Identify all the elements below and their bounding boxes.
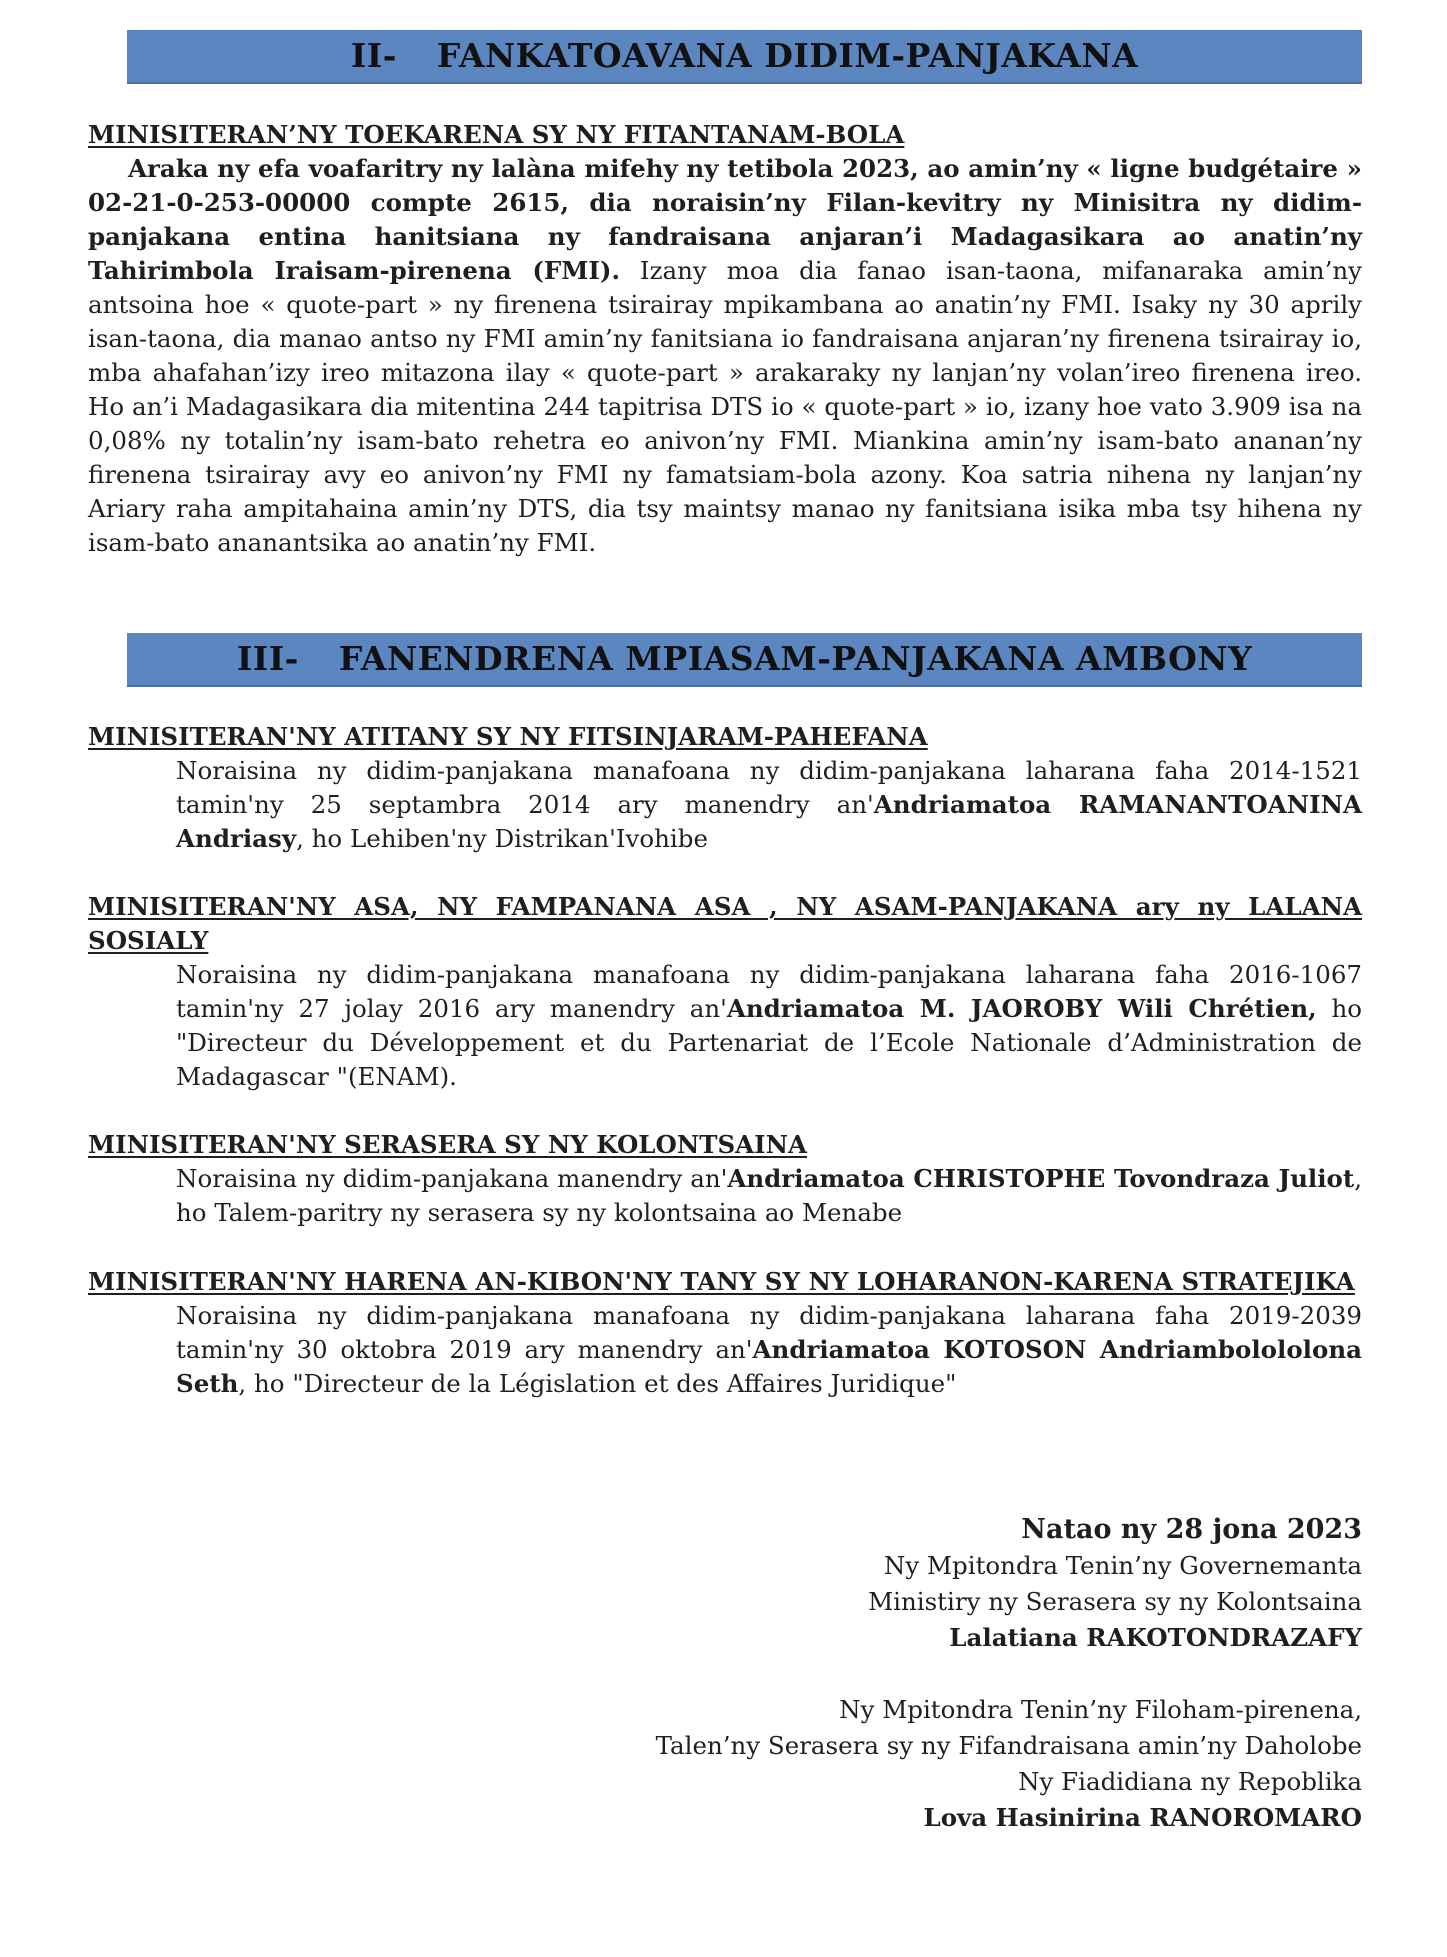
appointment-interior (88, 720, 1362, 856)
signature-block-government (462, 1512, 1362, 1656)
section-3-number: III- (236, 639, 299, 678)
appointment-text (176, 958, 1362, 1094)
ministry-heading-economy: MINISITERAN’NY TOEKARENA SY NY FITANTANAM-BOLA (88, 120, 905, 149)
signatory-name: Lova Hasinirina RANOROMARO (923, 1803, 1362, 1832)
appointee-name: Andriamatoa RAMANANTOANINA Andriasy (176, 790, 1362, 853)
appointment-text-post: ho "Directeur du Développement et du Partenariat de l’Ecole Nationale d’Administration de Madagascar "(ENAM). (176, 994, 1363, 1091)
document-date: Natao ny 28 jona 2023 (1021, 1514, 1362, 1545)
appointment-text-pre: Noraisina ny didim-panjakana manafoana ny didim-panjakana laharana faha 2019-2039 tamin'ny 30 oktobra 2019 ary manendry an' (176, 1301, 1362, 1364)
section-3-banner (127, 633, 1362, 687)
appointment-text (176, 1162, 1362, 1230)
ministry-heading-interior: MINISITERAN'NY ATITANY SY NY FITSINJARAM-PAHEFANA (88, 722, 928, 751)
appointment-text-post: , ho "Directeur de la Législation et des Affaires Juridique" (238, 1369, 957, 1398)
appointment-text-post: , ho Talem-paritry ny serasera sy ny kolontsaina ao Menabe (176, 1164, 1362, 1227)
appointment-text-pre: Noraisina ny didim-panjakana manendry an' (176, 1164, 728, 1193)
appointment-text (176, 1299, 1362, 1401)
appointment-communication (88, 1128, 1362, 1230)
appointment-labour (88, 890, 1362, 1094)
appointment-mines (88, 1265, 1362, 1401)
signatory-title-line: Ny Fiadidiana ny Repoblika (1018, 1767, 1362, 1796)
appointee-name: Andriamatoa CHRISTOPHE Tovondraza Juliot (727, 1164, 1355, 1193)
section-2-content (88, 118, 1362, 560)
signatory-title-line: Talen’ny Serasera sy ny Fifandraisana amin’ny Daholobe (655, 1731, 1362, 1760)
signatory-name: Lalatiana RAKOTONDRAZAFY (949, 1623, 1362, 1652)
signature-block-presidency (462, 1692, 1362, 1836)
economy-paragraph-bold: Araka ny efa voafaritry ny lalàna mifehy ny tetibola 2023, ao amin’ny « ligne budgétaire » 02-21-0-253-00000 compte 2615, dia noraisin’ny Filan-kevitry ny Minisitra ny didim-panjakana entina hanitsiana ny fandraisana anjaran’i Madagasikara ao anatin’ny Tahirimbola Iraisam-pirenena (FMI). (88, 154, 1362, 285)
appointee-name: Andriamatoa KOTOSON Andriambolololona Seth (176, 1335, 1362, 1398)
section-2-banner (127, 30, 1362, 84)
section-2-title: FANKATOAVANA DIDIM-PANJAKANA (436, 36, 1139, 75)
section-2-number: II- (350, 36, 397, 75)
signatory-title-line: Ny Mpitondra Tenin’ny Filoham-pirenena, (839, 1695, 1362, 1724)
ministry-heading-communication: MINISITERAN'NY SERASERA SY NY KOLONTSAINA (88, 1130, 808, 1159)
appointment-text-pre: Noraisina ny didim-panjakana manafoana ny didim-panjakana laharana faha 2016-1067 tamin'ny 27 jolay 2016 ary manendry an' (176, 960, 1362, 1023)
section-3-title: FANENDRENA MPIASAM-PANJAKANA AMBONY (338, 639, 1253, 678)
signatory-title-line: Ministiry ny Serasera sy ny Kolontsaina (868, 1587, 1362, 1616)
appointee-name: Andriamatoa M. JAOROBY Wili Chrétien, (726, 994, 1317, 1023)
appointment-text-pre: Noraisina ny didim-panjakana manafoana ny didim-panjakana laharana faha 2014-1521 tamin'ny 25 septambra 2014 ary manendry an' (176, 756, 1362, 819)
ministry-heading-mines: MINISITERAN'NY HARENA AN-KIBON'NY TANY SY NY LOHARANON-KARENA STRATEJIKA (88, 1267, 1355, 1296)
economy-paragraph-body: Izany moa dia fanao isan-taona, mifanaraka amin’ny antsoina hoe « quote-part » ny firenena tsirairay mpikambana ao anatin’ny FMI. Isaky ny 30 aprily isan-taona, dia manao antso ny FMI amin’ny fanitsiana io fandraisana anjaran’ny firenena tsirairay io, mba ahafahan’izy ireo mitazona ilay « quote-part » arakaraky ny lanjan’ny volan’ireo firenena ireo. Ho an’i Madagasikara dia mitentina 244 tapitrisa DTS io « quote-part » io, izany hoe vato 3.909 isa na 0,08% ny totalin’ny isam-bato rehetra eo anivon’ny FMI. Miankina amin’ny isam-bato ananan’ny firenena tsirairay avy eo anivon’ny FMI ny famatsiam-bola azony. Koa satria nihena ny lanjan’ny Ariary raha ampitahaina amin’ny DTS, dia tsy maintsy manao ny fanitsiana isika mba tsy hihena ny isam-bato ananantsika ao anatin’ny FMI. (88, 256, 1362, 557)
appointment-text-post: , ho Lehiben'ny Distrikan'Ivohibe (296, 824, 708, 853)
appointment-text (176, 754, 1362, 856)
economy-paragraph (88, 152, 1362, 560)
ministry-heading-labour: MINISITERAN'NY ASA, NY FAMPANANA ASA , NY ASAM-PANJAKANA ary ny LALANA SOSIALY (88, 892, 1362, 955)
signatory-title-line: Ny Mpitondra Tenin’ny Governemanta (883, 1551, 1362, 1580)
